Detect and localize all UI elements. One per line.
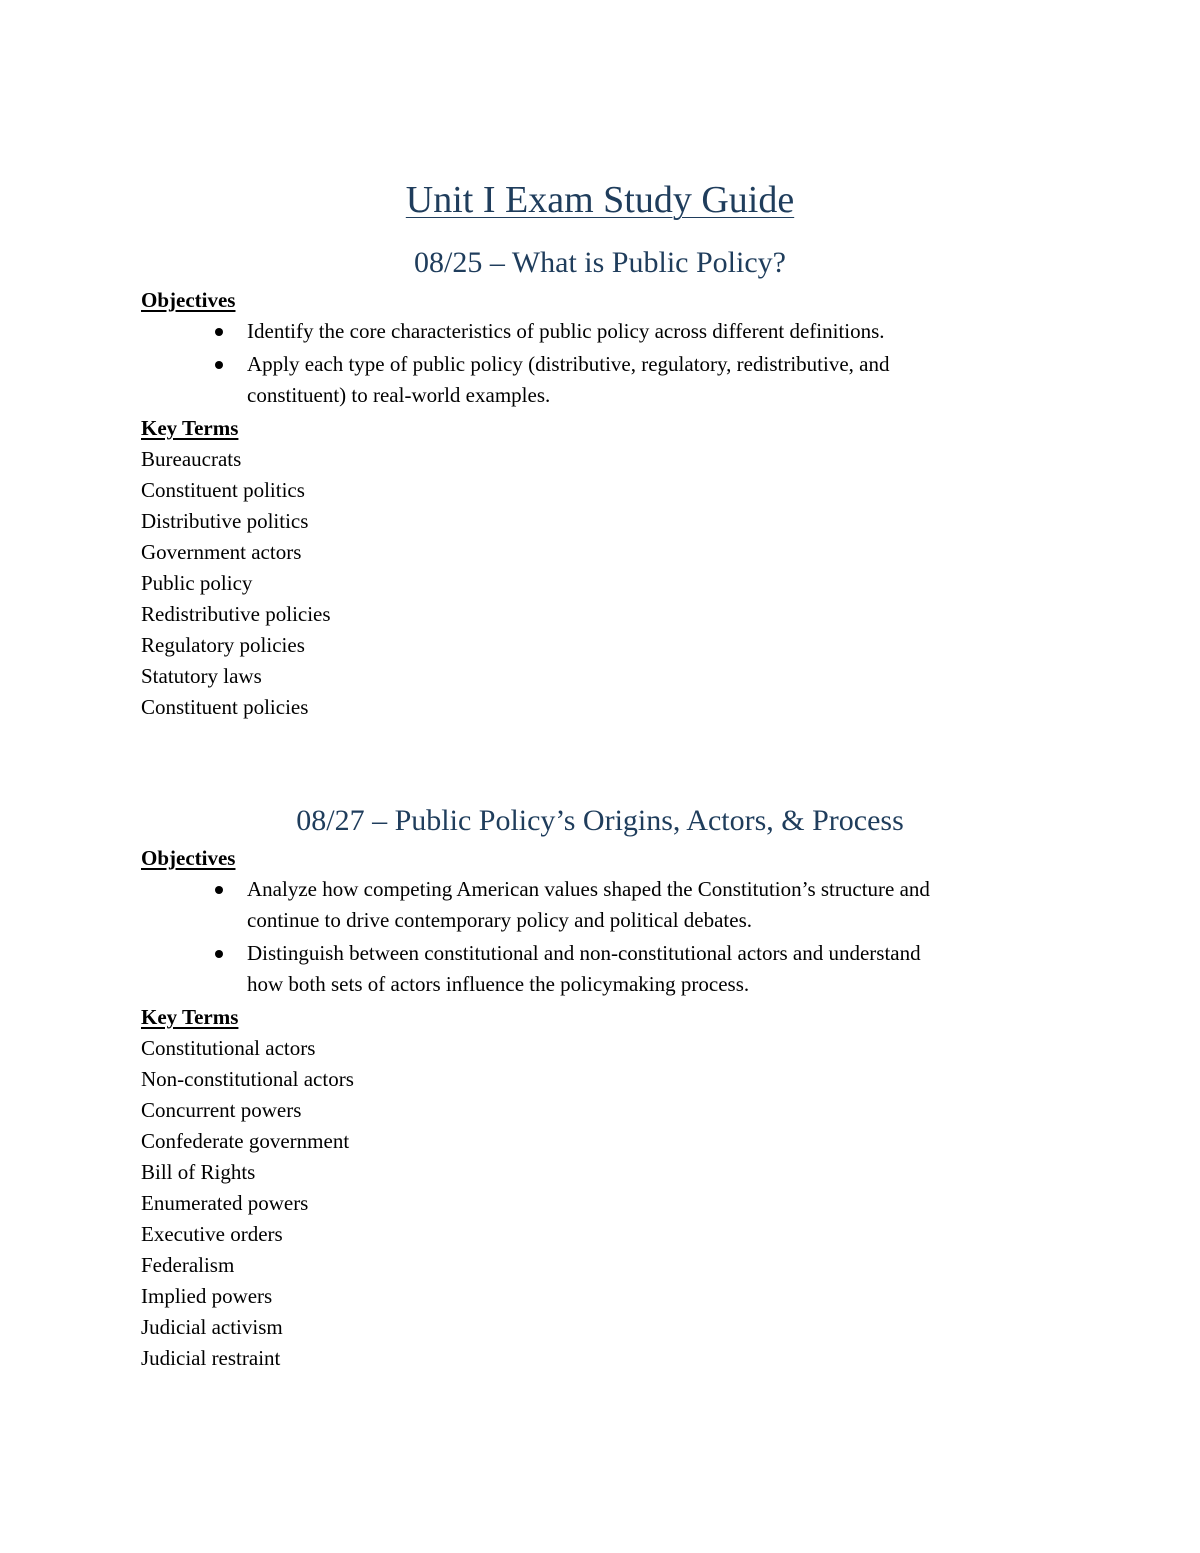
key-term: Constitutional actors (141, 1036, 316, 1060)
section-0825-body (141, 285, 1081, 723)
key-term: Judicial restraint (141, 1346, 281, 1370)
key-term: Constituent politics (141, 478, 305, 502)
key-term: Redistributive policies (141, 602, 331, 626)
key-term: Executive orders (141, 1222, 283, 1246)
section-heading-0827: 08/27 – Public Policy’s Origins, Actors, & Process (296, 804, 904, 837)
key-term: Bill of Rights (141, 1160, 256, 1184)
objective-item: Apply each type of public policy (distributive, regulatory, redistributive, and constituent) to real-world examples. (141, 349, 1081, 411)
objectives-label: Objectives (141, 846, 236, 870)
document-title: Unit I Exam Study Guide (405, 179, 795, 221)
key-terms-list (141, 1033, 1081, 1374)
key-terms-label: Key Terms (141, 1005, 239, 1029)
objective-item: Distinguish between constitutional and non-constitutional actors and understand how both sets of actors influence the policymaking process. (141, 938, 1081, 1000)
bullet-icon (215, 361, 223, 369)
objective-item: Analyze how competing American values shaped the Constitution’s structure and continue to drive contemporary policy and political debates. (141, 874, 1081, 936)
bullet-icon (215, 328, 223, 336)
bullet-icon (215, 950, 223, 958)
key-term: Non-constitutional actors (141, 1067, 354, 1091)
objectives-list (141, 316, 1081, 411)
key-term: Public policy (141, 571, 253, 595)
key-term: Implied powers (141, 1284, 273, 1308)
bullet-icon (215, 886, 223, 894)
section-heading-0825: 08/25 – What is Public Policy? (414, 246, 786, 279)
objectives-label: Objectives (141, 288, 236, 312)
key-term: Constituent policies (141, 695, 309, 719)
key-term: Judicial activism (141, 1315, 283, 1339)
key-term: Enumerated powers (141, 1191, 309, 1215)
key-term: Federalism (141, 1253, 235, 1277)
key-terms-label: Key Terms (141, 416, 239, 440)
key-terms-list (141, 444, 1081, 723)
objective-item: Identify the core characteristics of public policy across different definitions. (141, 316, 1081, 347)
section-0827-body (141, 843, 1081, 1374)
key-term: Government actors (141, 540, 302, 564)
key-term: Regulatory policies (141, 633, 305, 657)
objectives-list (141, 874, 1081, 1000)
key-term: Bureaucrats (141, 447, 242, 471)
key-term: Concurrent powers (141, 1098, 302, 1122)
key-term: Statutory laws (141, 664, 262, 688)
key-term: Confederate government (141, 1129, 350, 1153)
key-term: Distributive politics (141, 509, 309, 533)
